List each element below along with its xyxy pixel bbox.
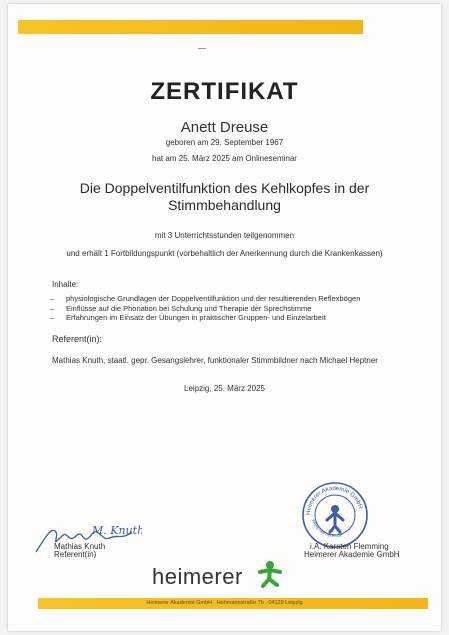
list-item: – Erfahrungen im Einsatz der Übungen in praktischer Gruppen- und Einzelarbeit [48,313,360,323]
contents-heading: Inhalte: [52,280,79,289]
referent-text: Mathias Knuth, staatl. gepr. Gesangslehrer, funktionaler Stimmbildner nach Michael Heptner [52,356,378,365]
stamp-ring-text-bottom: www.heimerer.de [310,518,344,540]
signatory-right-name: i.A. Karsten Flemming [310,542,389,551]
course-title-line-2: Stimmbehandlung [168,197,281,213]
heimerer-logo-text: heimerer [152,564,243,589]
participant-name: Anett Dreuse [180,119,269,136]
stamp-icon [300,480,370,550]
list-item: – physiologische Grundlagen der Doppelventilfunktion und der resultierenden Reflexbögen [48,294,360,304]
birth-date: geboren am 29. September 1967 [165,138,284,147]
list-item: – Einflüsse auf die Phonation bei Schulung und Therapie der Sprechstimme [48,304,360,314]
referent-heading: Referent(in): [52,334,103,344]
place-date: Leipzig, 25. März 2025 [184,384,265,393]
footer-address: Heimerer Akademie GmbH . Hohmannstraße 7b . 04129 Leipzig [146,600,303,606]
signatory-right-org: Heimerer Akademie GmbH [304,550,400,559]
hours-text: mit 3 Unterrichtsstunden teilgenommen [154,231,295,240]
course-title-line-1: Die Doppelventilfunktion des Kehlkopfes in der [79,180,370,196]
attendance-text: hat am 25. März 2025 am Onlineseminar [152,154,297,163]
points-text: und erhält 1 Fortbildungspunkt (vorbehaltlich der Anerkennung durch die Krankenkassen) [66,249,383,258]
top-accent-bar [18,20,363,34]
signatory-left-name: Mathias Knuth [54,542,106,551]
heimerer-logo-figure [255,558,285,588]
figure-logo-icon [255,558,285,588]
certificate-page [8,4,441,631]
divider [198,48,206,49]
company-stamp [300,480,370,550]
certificate-title: ZERTIFIKAT [150,78,299,105]
stamp-ring-text: Heimerer Akademie GmbH [305,485,364,516]
signature-script: M. Knuth [92,524,142,537]
contents-list [48,294,360,323]
signatory-left-role: Referent(in) [54,550,97,559]
